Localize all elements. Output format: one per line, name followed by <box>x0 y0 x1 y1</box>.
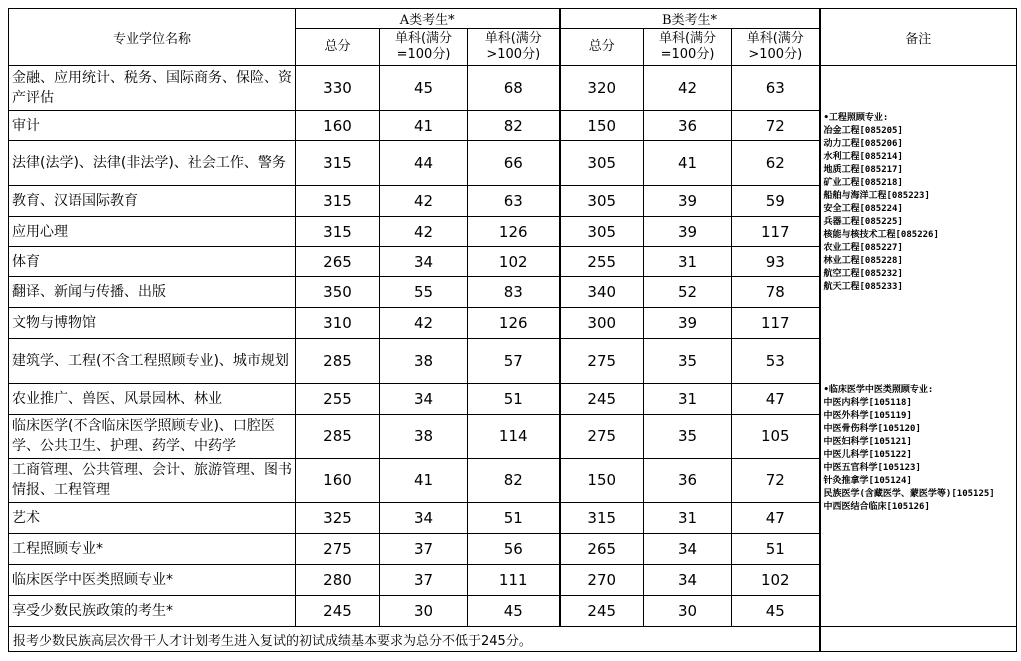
remarks-engineering-list <box>824 112 1014 294</box>
b-total-cell: 275 <box>560 339 644 383</box>
b-total-cell: 150 <box>560 111 644 141</box>
a-total-cell: 160 <box>296 111 380 141</box>
major-name-cell: 金融、应用统计、税务、国际商务、保险、资产评估 <box>9 66 296 111</box>
footer-row <box>9 627 1017 652</box>
b-s1-cell: 36 <box>644 458 732 502</box>
a-s1-cell: 34 <box>380 502 468 533</box>
b-total-cell: 150 <box>560 458 644 502</box>
header-major: 专业学位名称 <box>9 9 296 66</box>
footer-note: 报考少数民族高层次骨干人才计划考生进入复试的初试成绩基本要求为总分不低于245分。 <box>9 627 820 652</box>
a-total-cell: 315 <box>296 141 380 186</box>
remark-line: 兵器工程[085225] <box>823 217 903 227</box>
a-s2-cell: 82 <box>468 111 560 141</box>
a-s2-cell: 83 <box>468 277 560 308</box>
remark-line: 针灸推拿学[105124] <box>823 476 912 486</box>
remarks-medicine-list <box>824 384 1014 514</box>
a-s2-cell: 45 <box>468 595 560 626</box>
remark-line: 中医五官科学[105123] <box>823 463 921 473</box>
a-s2-cell: 126 <box>468 308 560 339</box>
b-total-cell: 315 <box>560 502 644 533</box>
a-s1-cell: 55 <box>380 277 468 308</box>
b-s2-cell: 93 <box>732 247 820 277</box>
b-s2-cell: 47 <box>732 502 820 533</box>
a-total-cell: 315 <box>296 217 380 247</box>
major-name-cell: 临床医学(不含临床医学照顾专业)、口腔医学、公共卫生、护理、药学、中药学 <box>9 414 296 458</box>
remark-line: 安全工程[085224] <box>823 204 903 214</box>
header-group-b: B类考生* <box>560 9 820 29</box>
score-table-body <box>9 66 1017 652</box>
table-row <box>9 66 1017 111</box>
a-total-cell: 275 <box>296 533 380 564</box>
b-s1-cell: 34 <box>644 564 732 595</box>
b-s1-cell: 41 <box>644 141 732 186</box>
b-total-cell: 305 <box>560 141 644 186</box>
remark-line: 中医妇科学[105121] <box>823 437 912 447</box>
header-b-sub100: 单科(满分 =100分) <box>644 29 732 66</box>
a-s2-cell: 56 <box>468 533 560 564</box>
b-s1-cell: 31 <box>644 383 732 414</box>
major-name-cell: 享受少数民族政策的考生* <box>9 595 296 626</box>
b-total-cell: 275 <box>560 414 644 458</box>
b-total-cell: 270 <box>560 564 644 595</box>
a-s2-cell: 102 <box>468 247 560 277</box>
remark-line: 中医外科学[105119] <box>823 411 912 421</box>
b-total-cell: 340 <box>560 277 644 308</box>
remark-line: 动力工程[085206] <box>823 139 903 149</box>
remark-line: 中医骨伤科学[105120] <box>823 424 921 434</box>
b-s2-cell: 117 <box>732 308 820 339</box>
b-s2-cell: 47 <box>732 383 820 414</box>
b-s2-cell: 102 <box>732 564 820 595</box>
b-s2-cell: 78 <box>732 277 820 308</box>
b-total-cell: 305 <box>560 217 644 247</box>
major-name-cell: 翻译、新闻与传播、出版 <box>9 277 296 308</box>
a-total-cell: 245 <box>296 595 380 626</box>
remark-line: 中医内科学[105118] <box>823 398 912 408</box>
b-s2-cell: 62 <box>732 141 820 186</box>
b-s2-cell: 63 <box>732 66 820 111</box>
a-s1-cell: 30 <box>380 595 468 626</box>
b-s1-cell: 39 <box>644 217 732 247</box>
remark-line: 中西医结合临床[105126] <box>823 502 930 512</box>
a-total-cell: 280 <box>296 564 380 595</box>
a-s1-cell: 42 <box>380 217 468 247</box>
a-s1-cell: 34 <box>380 247 468 277</box>
remark-line: •临床医学中医类照顾专业: <box>823 385 934 395</box>
b-s1-cell: 39 <box>644 186 732 217</box>
remark-line: 航空工程[085232] <box>823 269 903 279</box>
a-s2-cell: 114 <box>468 414 560 458</box>
a-total-cell: 330 <box>296 66 380 111</box>
a-s2-cell: 66 <box>468 141 560 186</box>
b-s1-cell: 31 <box>644 247 732 277</box>
a-s2-cell: 68 <box>468 66 560 111</box>
a-total-cell: 325 <box>296 502 380 533</box>
remark-line: 林业工程[085228] <box>823 256 903 266</box>
header-a-sub100: 单科(满分 =100分) <box>380 29 468 66</box>
a-total-cell: 350 <box>296 277 380 308</box>
remark-line: 航天工程[085233] <box>823 282 903 292</box>
footer-remarks-empty <box>820 627 1017 652</box>
a-s2-cell: 51 <box>468 383 560 414</box>
remark-line: 水利工程[085214] <box>823 152 903 162</box>
major-name-cell: 工程照顾专业* <box>9 533 296 564</box>
b-s2-cell: 72 <box>732 458 820 502</box>
b-total-cell: 320 <box>560 66 644 111</box>
a-s1-cell: 37 <box>380 564 468 595</box>
b-total-cell: 255 <box>560 247 644 277</box>
a-s1-cell: 37 <box>380 533 468 564</box>
header-group-a: A类考生* <box>296 9 560 29</box>
major-name-cell: 农业推广、兽医、风景园林、林业 <box>9 383 296 414</box>
b-s2-cell: 53 <box>732 339 820 383</box>
b-s2-cell: 72 <box>732 111 820 141</box>
remark-line: 船舶与海洋工程[085223] <box>823 191 930 201</box>
major-name-cell: 工商管理、公共管理、会计、旅游管理、图书情报、工程管理 <box>9 458 296 502</box>
remark-line: 冶金工程[085205] <box>823 126 903 136</box>
b-total-cell: 265 <box>560 533 644 564</box>
a-total-cell: 160 <box>296 458 380 502</box>
header-a-total: 总分 <box>296 29 380 66</box>
a-s2-cell: 57 <box>468 339 560 383</box>
a-s1-cell: 42 <box>380 308 468 339</box>
a-s2-cell: 111 <box>468 564 560 595</box>
remark-line: 地质工程[085217] <box>823 165 903 175</box>
major-name-cell: 应用心理 <box>9 217 296 247</box>
a-s2-cell: 63 <box>468 186 560 217</box>
a-s1-cell: 38 <box>380 414 468 458</box>
remark-line: •工程照顾专业: <box>823 113 889 123</box>
b-total-cell: 305 <box>560 186 644 217</box>
major-name-cell: 体育 <box>9 247 296 277</box>
b-s1-cell: 36 <box>644 111 732 141</box>
a-total-cell: 255 <box>296 383 380 414</box>
b-total-cell: 245 <box>560 595 644 626</box>
a-total-cell: 310 <box>296 308 380 339</box>
header-row-top <box>9 9 1017 29</box>
major-name-cell: 法律(法学)、法律(非法学)、社会工作、警务 <box>9 141 296 186</box>
header-a-sub-over100: 单科(满分 >100分) <box>468 29 560 66</box>
a-s1-cell: 41 <box>380 458 468 502</box>
a-s2-cell: 82 <box>468 458 560 502</box>
a-s2-cell: 51 <box>468 502 560 533</box>
header-b-sub-over100: 单科(满分 >100分) <box>732 29 820 66</box>
a-total-cell: 315 <box>296 186 380 217</box>
remark-line: 核能与核技术工程[085226] <box>823 230 939 240</box>
header-remarks: 备注 <box>820 9 1017 66</box>
major-name-cell: 临床医学中医类照顾专业* <box>9 564 296 595</box>
remark-line: 农业工程[085227] <box>823 243 903 253</box>
major-name-cell: 审计 <box>9 111 296 141</box>
a-s1-cell: 34 <box>380 383 468 414</box>
b-s2-cell: 51 <box>732 533 820 564</box>
a-s1-cell: 38 <box>380 339 468 383</box>
b-s1-cell: 42 <box>644 66 732 111</box>
major-name-cell: 教育、汉语国际教育 <box>9 186 296 217</box>
a-s1-cell: 45 <box>380 66 468 111</box>
b-s1-cell: 52 <box>644 277 732 308</box>
remark-line: 民族医学(含藏医学、蒙医学等)[105125] <box>823 489 995 499</box>
a-total-cell: 265 <box>296 247 380 277</box>
b-total-cell: 300 <box>560 308 644 339</box>
b-total-cell: 245 <box>560 383 644 414</box>
a-total-cell: 285 <box>296 339 380 383</box>
a-s2-cell: 126 <box>468 217 560 247</box>
b-s1-cell: 35 <box>644 414 732 458</box>
b-s2-cell: 105 <box>732 414 820 458</box>
b-s2-cell: 45 <box>732 595 820 626</box>
major-name-cell: 建筑学、工程(不含工程照顾专业)、城市规划 <box>9 339 296 383</box>
a-s1-cell: 41 <box>380 111 468 141</box>
remarks-cell <box>820 66 1017 627</box>
a-s1-cell: 44 <box>380 141 468 186</box>
remark-line: 矿业工程[085218] <box>823 178 903 188</box>
remark-line: 中医儿科学[105122] <box>823 450 912 460</box>
b-s1-cell: 30 <box>644 595 732 626</box>
b-s1-cell: 31 <box>644 502 732 533</box>
major-name-cell: 文物与博物馆 <box>9 308 296 339</box>
a-s1-cell: 42 <box>380 186 468 217</box>
b-s1-cell: 39 <box>644 308 732 339</box>
b-s1-cell: 35 <box>644 339 732 383</box>
b-s2-cell: 59 <box>732 186 820 217</box>
b-s1-cell: 34 <box>644 533 732 564</box>
a-total-cell: 285 <box>296 414 380 458</box>
major-name-cell: 艺术 <box>9 502 296 533</box>
b-s2-cell: 117 <box>732 217 820 247</box>
score-table <box>8 8 1017 652</box>
header-b-total: 总分 <box>560 29 644 66</box>
